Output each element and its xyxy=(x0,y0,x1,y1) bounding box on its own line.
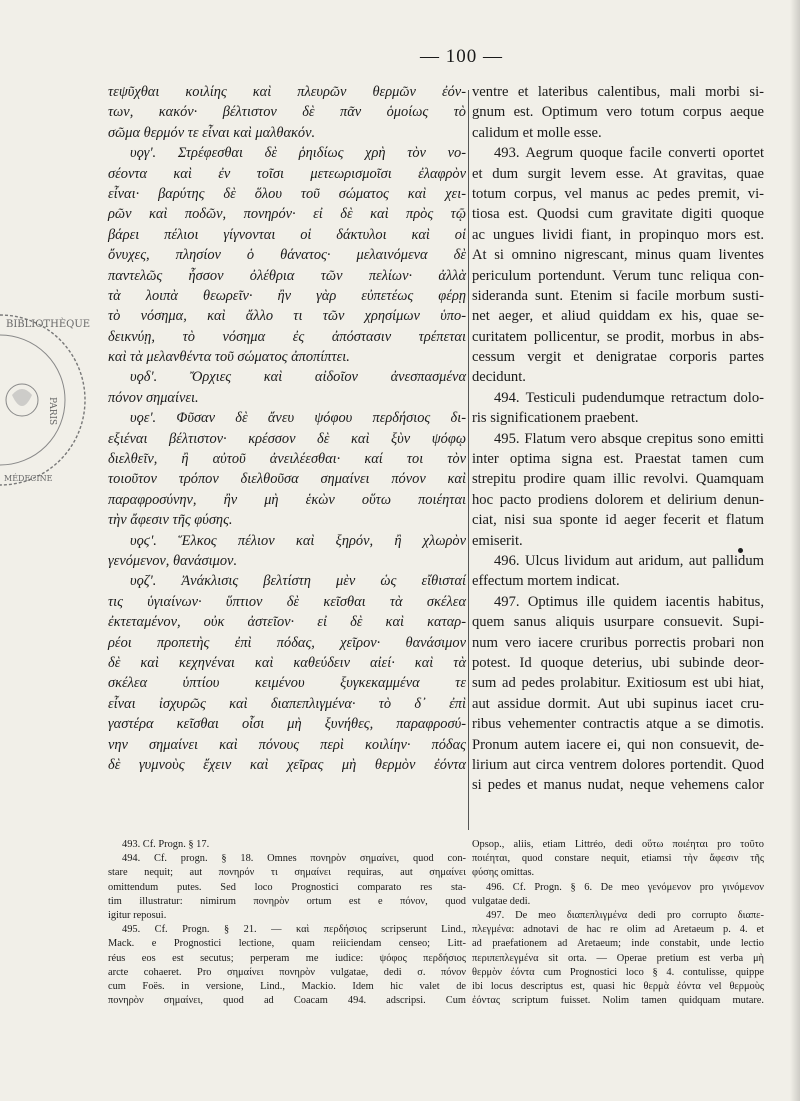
greek-text-line: ρῶν καὶ ποδῶν, πονηρόν· εἰ δὲ καὶ πρὸς τῷ xyxy=(108,206,466,223)
latin-text-line: hoc pacto prodiens dolorem et delirium denun- xyxy=(472,491,764,508)
greek-text-line: υϙϛʹ. Ἕλκος πέλιον καὶ ξηρόν, ἢ χλωρὸν xyxy=(130,532,466,549)
greek-text-line: εξιέναι βέλτιστον· κρέσσον δὲ καὶ ξὺν ψόφῳ xyxy=(108,430,466,447)
footnote-line: tim illustratur: nimirum πονηρὸν ortum est e πόνον, quod xyxy=(108,895,466,907)
latin-text-line: ribus vehementer contractis atque a se dimotis. xyxy=(472,716,764,733)
footnote-line: 493. Cf. Progn. § 17. xyxy=(122,839,210,850)
latin-text-line: tiosa est. Quodsi cum gravitate digiti quoque xyxy=(472,206,764,223)
latin-text-line: 494. Testiculi pudendumque retractum dolo- xyxy=(494,389,764,406)
latin-text-line: Pronum autem iacere ei, qui non consuevit, de- xyxy=(472,736,764,753)
footnote-line: θερμὸν ἐόντα cum Prognostici loco § 4. contulisse, quippe xyxy=(472,966,764,978)
latin-text-line: decidunt. xyxy=(472,369,526,386)
greek-text-line: δεικνύῃ, τὸ νόσημα ἐς ἀπόστασιν τρέπεται xyxy=(108,328,466,345)
greek-text-line: δὲ γυμνοὺς ἔχειν καὶ χεῖρας μὴ θερμὸν ἐόντα xyxy=(108,756,466,773)
footnote-line: Opsop., aliis, etiam Littréo, dedi οὕτω ποιέηται pro τοῦτο xyxy=(472,839,764,850)
latin-text-line: net aeger, et aliud quiddam ex his, quae se- xyxy=(472,308,764,325)
footnote-line: ibi locus descriptus est, quasi hic θερμὰ ἐόντα vel θερμοὺς xyxy=(472,980,764,992)
latin-text-line: 493. Aegrum quoque facile converti oportet xyxy=(494,145,764,162)
greek-text-line: γενόμενον, θανάσιμον. xyxy=(108,552,238,569)
latin-text-line: sum ad pedes prolabitur. Exitiosum est ubi hiat, xyxy=(472,675,764,692)
greek-text-line: τις ὑγιαίνων· ὕπτιον δὲ κεῖσθαι τὰ σκέλεα xyxy=(108,593,466,610)
latin-text-line: quem sanus aliquis usurpare consuevit. Supi- xyxy=(472,614,764,631)
latin-text-line: curitatem pollicentur, se prodit, morbus in abs- xyxy=(472,328,764,345)
stamp-text-side: PARIS xyxy=(47,397,57,426)
footnote-line: ποιέηται, quod constare nequit, etiamsi τὴν ἄφεσιν τῆς xyxy=(472,853,764,865)
footnote-line: réus eos est secutus; perperam me iudice: ψόφος περδήσιος xyxy=(108,952,466,964)
greek-text-line: σέοντα καὶ ἐν τοῖσι μετεωρισμοῖσι ἐλαφρὸν xyxy=(108,165,466,182)
greek-text-line: υϙγʹ. Στρέφεσθαι δὲ ῥηιδίως χρὴ τὸν νο- xyxy=(130,145,466,162)
greek-text-line: εἶναι· βαρύτης δὲ ὅλου τοῦ σώματος καὶ χει- xyxy=(108,185,466,202)
latin-text-line: effectum mortem indicat. xyxy=(472,573,620,590)
latin-text-line: 496. Ulcus lividum aut aridum, aut pallidum xyxy=(494,552,764,569)
greek-text-line: υϙεʹ. Φῦσαν δὲ ἄνευ ψόφου περδήσιος δι- xyxy=(130,410,466,427)
greek-text-line: παραφροσύνην, ἢν μὴ ἑκὼν οὕτω ποιέηται xyxy=(108,491,466,508)
footnote-line: φύσης omittas. xyxy=(472,867,535,879)
footnote-line: πλεγμένα: adnotavi de hac re olim ad Aretaeum p. 4. et xyxy=(472,924,764,936)
latin-text-line: cessum vergit et denigratae corporis partes xyxy=(472,349,764,366)
greek-text-line: ἐκτεταμένον, οὐκ ἀστεῖον· εἰ δὲ καὶ καταρ- xyxy=(108,614,466,631)
greek-text-line: εἶναι ἰσχυρῶς καὶ διαπεπλιγμένα· τὸ δ᾽ ἐπὶ xyxy=(108,695,466,712)
footnote-line: arcte cohaeret. Pro σημαίνει πονηρὸν vulgatae, dedi σ. πόνον xyxy=(108,966,466,978)
latin-text-line: aut assidue dormit. Aut ubi supinus iacet cru- xyxy=(472,695,764,712)
greek-text-line: παντελῶς ἧσσον ὀλέθρια τῶν πελίων· ἀλλὰ xyxy=(108,267,466,284)
greek-text-line: υϙδʹ. Ὄρχιες καὶ αἰδοῖον ἀνεσπασμένα xyxy=(130,369,466,386)
footnote-line: vulgatae dedi. xyxy=(472,895,531,907)
footnotes-left xyxy=(108,838,466,1008)
latin-text-line: ris significationem praebent. xyxy=(472,410,639,427)
latin-text-line: lirium aut circa ventrem dolores portendit. Quod xyxy=(472,756,764,773)
footnote-line: ἐόντας scriptum fuisset. Nolim tamen quidquam mutare. xyxy=(472,995,764,1007)
greek-text-line: ρέοι προπετὴς ἐπὶ πόδας, χεῖρον· θανάσιμον xyxy=(108,634,466,651)
footnote-line: igitur reposui. xyxy=(108,909,167,921)
footnote-line: 497. De meo διαπεπλιγμένα dedi pro corrupto διαπε- xyxy=(486,909,764,921)
latin-text-line: At si omnino nigrescant, minus quam liventes xyxy=(472,247,764,264)
greek-text-line: τὸ νόσημα, καὶ ἄλλο τι τῶν χρησίμων ὑπο- xyxy=(108,308,466,325)
latin-text-line: ventre et lateribus calentibus, mali morbi si- xyxy=(472,84,764,100)
footnote-line: cum Foës. in versione, Lind., Mackio. Idem hic valet de xyxy=(108,980,466,992)
footnote-line: Mack. e Prognostici lectione, quam reiiciendam censeo; Litt- xyxy=(108,938,466,950)
stamp-text-bottom: MÉDECINE xyxy=(4,474,53,483)
ink-mark xyxy=(738,548,743,553)
footnotes-right xyxy=(472,838,764,1008)
latin-text-line: et dum surgit levem esse. At gravitas, quae xyxy=(472,165,764,182)
latin-text-line: strepitu prodire quam illic revolvi. Quamquam xyxy=(472,471,764,488)
greek-text-line: τὰ λοιπὰ θεωρεῖν· ἢν γὰρ εὐπετέως φέρῃ xyxy=(108,287,466,304)
library-stamp xyxy=(0,305,91,495)
greek-text-line: διελθεῖν, ἢ αὐτοῦ ἀνειλέεσθαι· καί τοι τὸν xyxy=(108,451,466,468)
column-divider xyxy=(468,90,469,830)
greek-text-line: πόνον σημαίνει. xyxy=(108,389,199,406)
greek-text-line: τὴν ἄφεσιν τῆς φύσης. xyxy=(108,512,233,529)
stamp-text-top: BIBLIOTHÈQUE xyxy=(6,319,91,330)
greek-text-line: γαστέρα κεῖσθαι οἷσι μὴ ξυνήθες, παραφροσύ- xyxy=(108,716,466,733)
stamp-emblem-detail xyxy=(12,389,32,406)
stamp-ring xyxy=(0,315,85,485)
latin-text-line: 495. Flatum vero absque crepitus sono emitti xyxy=(494,430,764,447)
latin-text-line: emiserit. xyxy=(472,532,523,549)
latin-text-line: si pedes et manus nudat, neque vehemens calor xyxy=(472,777,764,794)
latin-text-line: totum corpus, vel manus ac pedes premit, vi- xyxy=(472,185,764,202)
latin-text-line: periculum portendunt. Verum tunc reliqua con- xyxy=(472,267,764,284)
footnote-line: 494. Cf. progn. § 18. Omnes πονηρὸν σημαίνει, quod con- xyxy=(122,853,466,865)
footnote-line: 496. Cf. Progn. § 6. De meo γενόμενον pro γινόμενον xyxy=(486,881,764,893)
footnote-line: ad praefationem ad Aretaeum; inde constabit, unde lectio xyxy=(472,938,764,950)
latin-text-line: ciat, nisi sua sponte id aeger fecerit et flatum xyxy=(472,512,764,529)
greek-text-line: δὲ καὶ κεχηνέναι καὶ καθεύδειν αἰεί· καὶ τὰ xyxy=(108,654,466,671)
latin-text-column xyxy=(472,82,764,796)
latin-text-line: potest. Id quoque deterius, ubi subinde deor- xyxy=(472,654,764,671)
greek-text-line: σκέλεα ὑπτίου κειμένου ξυγκεκαμμένα τε xyxy=(108,675,466,692)
greek-text-line: καὶ τὰ μελανθέντα τοῦ σώματος ἀποπίπτει. xyxy=(108,349,350,366)
footnote-line: 495. Cf. Progn. § 21. — καὶ περδήσιος scripserunt Lind., xyxy=(122,924,466,936)
page-number: — 100 — xyxy=(420,46,503,67)
footnote-line: πονηρὸν σημαίνει, quod ad Coacam 494. adscripsi. Cum xyxy=(108,995,466,1007)
page-edge-shadow xyxy=(790,0,800,1101)
footnote-line: omittendum putes. Sed loco Prognostici comparato res sta- xyxy=(108,881,466,893)
greek-text-column xyxy=(108,82,466,775)
greek-text-line: υϙζʹ. Ἀνάκλισις βελτίστη μὲν ὡς εἴθισταί xyxy=(130,573,466,590)
latin-text-line: num vero iacere cruribus porrectis probari non xyxy=(472,634,764,651)
greek-text-line: τοιοῦτον τρόπον διελθοῦσα σημαίνει πόνον καὶ xyxy=(108,471,466,488)
greek-text-line: νην σημαίνει καὶ πόνους περὶ κοιλίην· πόδας xyxy=(108,736,466,753)
greek-text-line: ὄνυχες, πλησίον ὁ θάνατος· μελαινόμενα δὲ xyxy=(108,247,466,264)
greek-text-line: σῶμα θερμόν τε εἶναι καὶ μαλθακόν. xyxy=(108,124,316,141)
latin-text-line: sideranda sunt. Etenim si facile morbum susti- xyxy=(472,287,764,304)
footnote-line: stare nequit; aut πονηρόν τι σημαίνει requiras, aut σημαίνει xyxy=(108,867,466,879)
latin-text-line: inter optima signa est. Praestat tamen cum xyxy=(472,451,764,468)
footnote-line: περιπεπλεγμένα sit orta. — Operae pretium est verba μὴ xyxy=(472,952,764,964)
latin-text-line: gnum est. Optimum vero totum corpus aeque xyxy=(472,104,764,121)
latin-text-line: ac ungues lividi fiant, in propinquo mors est. xyxy=(472,226,764,243)
greek-text-line: των, κακόν· βέλτιστον δὲ πᾶν ὁμοίως τὸ xyxy=(108,104,466,121)
greek-text-line: τεψῦχθαι κοιλίης καὶ πλευρῶν θερμῶν ἐόν- xyxy=(108,84,466,100)
latin-text-line: 497. Optimus ille quidem iacentis habitus, xyxy=(494,593,764,610)
latin-text-line: calidum et molle esse. xyxy=(472,124,602,141)
greek-text-line: βάρει πέλιοι γίγνονται οἱ δάκτυλοι καὶ οἱ xyxy=(108,226,466,243)
